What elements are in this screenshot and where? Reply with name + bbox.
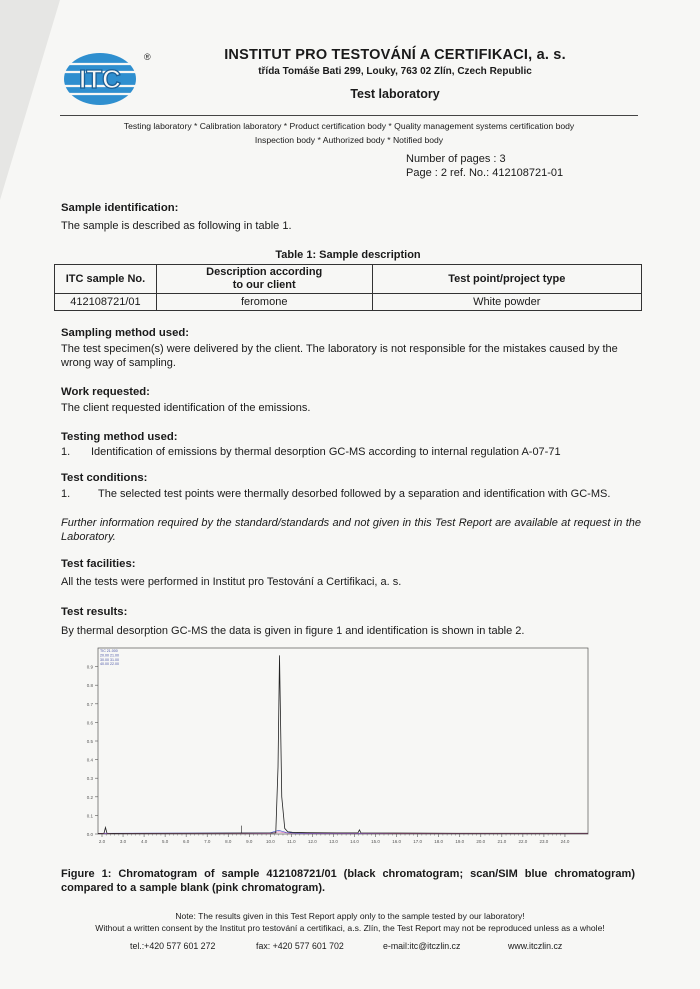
sample-description-table	[54, 264, 642, 311]
accreditation-line-2: Inspection body * Authorized body * Notified body	[254, 135, 444, 145]
x-tick-label: 24.0	[560, 839, 570, 844]
sampling-heading: Sampling method used:	[61, 327, 190, 339]
col-header-test-point: Test point/project type	[372, 265, 641, 294]
header-divider	[60, 115, 638, 116]
footer-email: e-mail:itc@itczlin.cz	[383, 941, 461, 951]
y-tick-label: 0.8	[86, 683, 93, 689]
col-header-sample-no: ITC sample No.	[55, 265, 157, 294]
page-reference: Page : 2 ref. No.: 412108721-01	[406, 167, 564, 179]
table-caption: Table 1: Sample description	[275, 249, 421, 261]
x-tick-label: 16.0	[392, 839, 401, 844]
registered-mark: ®	[144, 52, 151, 62]
sample-identification-text: The sample is described as following in table 1.	[61, 220, 292, 232]
y-tick-label: 0.4	[86, 757, 93, 763]
x-tick-label: 17.0	[413, 839, 423, 844]
work-heading: Work requested:	[61, 386, 150, 398]
page-fold-shadow	[0, 0, 60, 200]
y-tick-label: 0.2	[86, 794, 93, 800]
col-header-description-line-1: Description according	[206, 266, 323, 278]
x-tick-label: 20.0	[476, 839, 486, 844]
legend-entry: 30.00 31.00	[100, 657, 119, 662]
plot-frame	[98, 648, 588, 834]
legend-entry: TIC 21.000	[100, 649, 118, 653]
results-heading: Test results:	[61, 606, 128, 618]
institute-name: INSTITUT PRO TESTOVÁNÍ A CERTIFIKACI, a. s.	[224, 47, 566, 63]
table-row	[55, 294, 642, 311]
chromatogram-chart	[84, 644, 592, 856]
testing-method-item	[61, 445, 641, 459]
y-tick-label: 0.7	[86, 701, 93, 707]
testing-method-item-text: Identification of emissions by thermal desorption GC-MS according to internal regulation A-07-71	[91, 446, 561, 458]
x-tick-label: 3.0	[119, 839, 127, 844]
footer-tel: tel.:+420 577 601 272	[130, 941, 216, 951]
footer-web: www.itczlin.cz	[508, 941, 563, 951]
x-tick-label: 14.0	[350, 839, 359, 844]
itc-logo	[60, 50, 152, 106]
x-tick-label: 4.0	[140, 839, 148, 844]
series-line-black	[98, 655, 588, 833]
y-tick-label: 0.6	[86, 720, 93, 726]
y-tick-label: 0.0	[86, 832, 93, 837]
x-tick-label: 2.0	[98, 839, 106, 844]
cell-description: feromone	[156, 294, 372, 311]
x-tick-label: 10.0	[265, 839, 275, 844]
sample-identification-heading: Sample identification:	[61, 202, 179, 214]
x-tick-label: 22.0	[518, 839, 528, 844]
x-tick-label: 6.0	[183, 839, 190, 844]
conditions-heading: Test conditions:	[61, 472, 148, 484]
x-tick-label: 9.0	[246, 839, 253, 844]
conditions-item-number: 1.	[61, 488, 71, 500]
number-of-pages: Number of pages : 3	[406, 153, 506, 165]
x-tick-label: 15.0	[371, 839, 380, 844]
conditions-item-text: The selected test points were thermally desorbed followed by a separation and identification with GC-MS.	[98, 488, 611, 500]
y-tick-label: 0.1	[86, 813, 93, 819]
col-header-description-line-2: to our client	[232, 279, 296, 291]
footer-notes	[40, 910, 660, 934]
legend-entry: 40.00 22.00	[100, 662, 119, 667]
footer-note-2: Without a written consent by the Institut pro testování a certifikaci, a.s. Zlín, the Test Report may not be reproduced unless as a whole!	[95, 923, 605, 933]
institute-address: třída Tomáše Bati 299, Louky, 763 02 Zlín, Czech Republic	[258, 66, 532, 77]
col-header-description	[156, 265, 372, 294]
testing-method-heading: Testing method used:	[61, 431, 178, 443]
facilities-heading: Test facilities:	[61, 558, 136, 570]
x-tick-label: 23.0	[539, 839, 549, 844]
accreditation-line-1: Testing laboratory * Calibration laboratory * Product certification body * Quality management systems certification body	[123, 121, 575, 131]
x-tick-label: 11.0	[287, 839, 296, 844]
conditions-note: Further information required by the standard/standards and not given in this Test Report are available at request in the Laboratory.	[61, 517, 641, 543]
legend-entry: 20.00 21.00	[100, 653, 119, 658]
results-text: By thermal desorption GC-MS the data is given in figure 1 and identification is shown in table 2.	[61, 625, 525, 637]
x-tick-label: 13.0	[329, 839, 338, 844]
facilities-text: All the tests were performed in Institut pro Testování a Certifikaci, a. s.	[61, 576, 402, 588]
x-tick-label: 19.0	[455, 839, 465, 844]
y-tick-label: 0.3	[86, 776, 93, 782]
table-header-row	[55, 265, 642, 294]
lab-name: Test laboratory	[350, 87, 440, 101]
cell-test-point: White powder	[372, 294, 641, 311]
testing-method-item-number: 1.	[61, 446, 71, 458]
y-tick-label: 0.9	[86, 664, 93, 670]
x-tick-label: 5.0	[161, 839, 169, 844]
x-tick-label: 8.0	[225, 839, 232, 844]
work-text: The client requested identification of the emissions.	[61, 402, 311, 414]
page-info	[406, 152, 563, 180]
accreditation-list	[60, 119, 638, 147]
sampling-text: The test specimen(s) were delivered by the client. The laboratory is not responsible for the mistakes caused by the wrong way of sampling.	[61, 343, 618, 369]
cell-sample-no: 412108721/01	[55, 294, 157, 311]
y-tick-label: 0.5	[86, 739, 93, 744]
x-tick-label: 7.0	[204, 839, 211, 844]
x-tick-label: 18.0	[434, 839, 444, 844]
figure-caption: Figure 1: Chromatogram of sample 412108721/01 (black chromatogram; scan/SIM blue chromatogram) compared to a sample blank (pink chromatogram).	[61, 868, 635, 894]
logo-text: ITC	[79, 64, 121, 94]
x-tick-label: 21.0	[497, 839, 507, 844]
conditions-item	[61, 487, 641, 501]
x-tick-label: 12.0	[308, 839, 317, 844]
footer-fax: fax: +420 577 601 702	[256, 941, 344, 951]
footer-note-1: Note: The results given in this Test Report apply only to the sample tested by our laboratory!	[175, 911, 525, 921]
